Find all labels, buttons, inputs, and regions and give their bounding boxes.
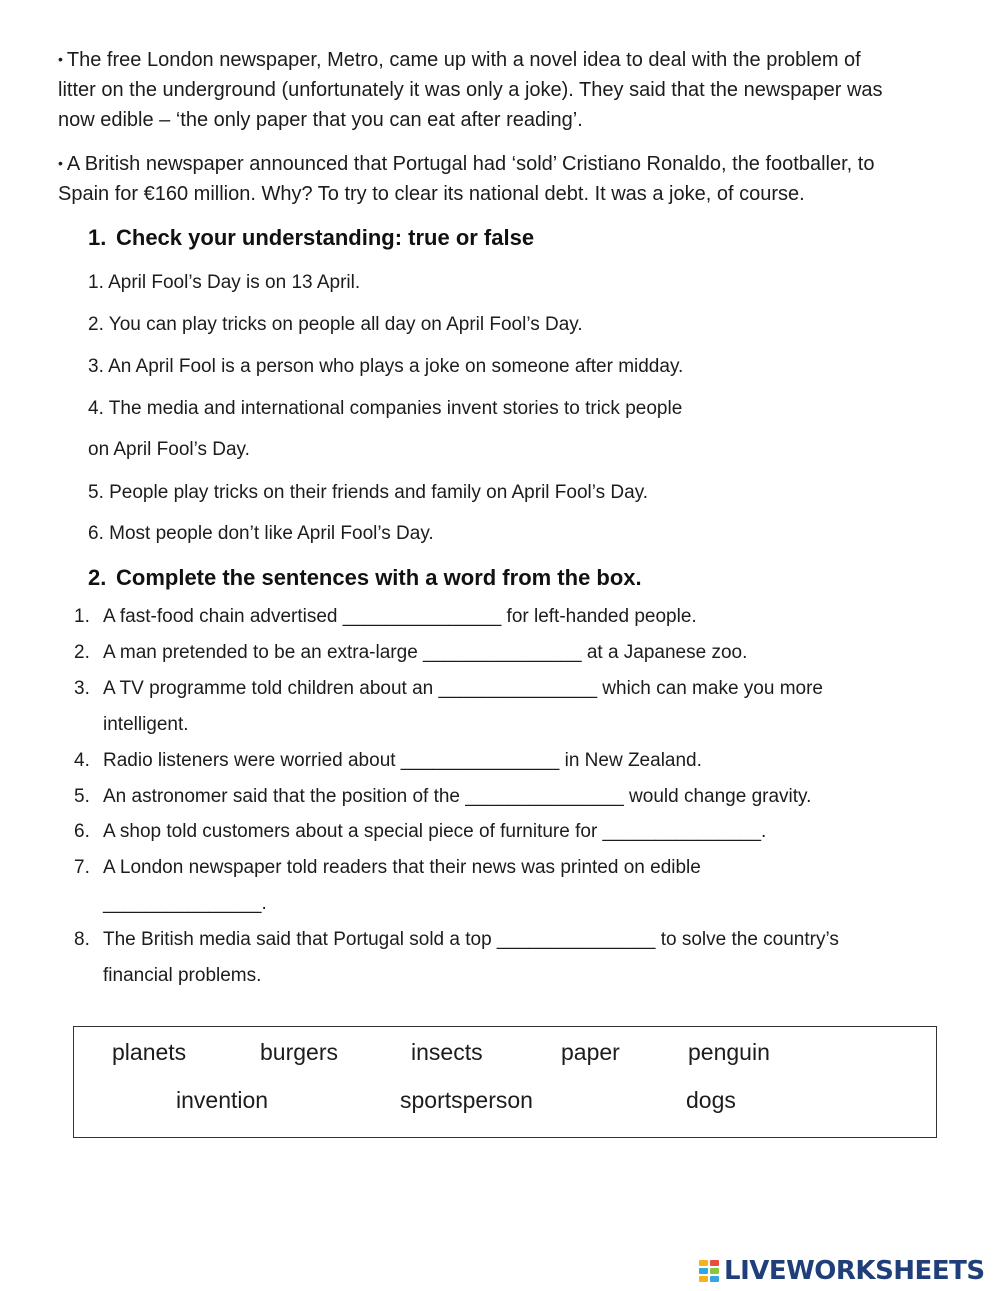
intro-text: A British newspaper announced that Portugal had ‘sold’ Cristiano Ronaldo, the footballer, to bbox=[66, 153, 875, 175]
sentence-number: 7. bbox=[74, 857, 90, 878]
sentence-text: A London newspaper told readers that their news was printed on edible bbox=[103, 857, 701, 878]
sentence-number: 5. bbox=[74, 786, 90, 807]
sentence-item bbox=[74, 784, 954, 810]
sentence-item bbox=[74, 604, 954, 630]
true-false-item-continuation: on April Fool’s Day. bbox=[88, 439, 250, 460]
sentence-text: financial problems. bbox=[103, 965, 262, 986]
sentence-item bbox=[74, 640, 954, 666]
sentence-item bbox=[74, 676, 954, 702]
word-box bbox=[73, 1026, 937, 1138]
sentence-text: A man pretended to be an extra-large _______________ at a Japanese zoo. bbox=[103, 642, 748, 663]
word-box-word: paper bbox=[561, 1039, 620, 1065]
word-box-word: insects bbox=[411, 1039, 483, 1065]
logo-tile bbox=[710, 1276, 719, 1282]
true-false-item: 2. You can play tricks on people all day on April Fool’s Day. bbox=[88, 314, 583, 335]
logo-tile bbox=[699, 1260, 708, 1266]
sentence-text: A TV programme told children about an _______________ which can make you more bbox=[103, 678, 823, 699]
true-false-item: 5. People play tricks on their friends and family on April Fool’s Day. bbox=[88, 482, 649, 503]
section1-number: 1. bbox=[88, 225, 107, 250]
logo-tile bbox=[710, 1268, 719, 1274]
sentence-number: 1. bbox=[74, 606, 90, 627]
sentence-text: A shop told customers about a special piece of furniture for _______________. bbox=[103, 821, 767, 842]
sentence-text: _______________. bbox=[103, 893, 267, 914]
intro-paragraph-ronaldo bbox=[58, 148, 958, 209]
true-false-item: 4. The media and international companies invent stories to trick people bbox=[88, 398, 683, 419]
liveworksheets-logo bbox=[698, 1256, 985, 1286]
logo-tile bbox=[699, 1276, 708, 1282]
sentence-text: An astronomer said that the position of the _______________ would change gravity. bbox=[103, 786, 812, 807]
section2-heading bbox=[88, 564, 642, 592]
intro-paragraph-metro bbox=[58, 44, 958, 135]
intro-text: Spain for €160 million. Why? To try to clear its national debt. It was a joke, of course. bbox=[58, 183, 805, 205]
sentence-number: 6. bbox=[74, 821, 90, 842]
section2-number: 2. bbox=[88, 565, 107, 590]
bullet-icon: • bbox=[58, 155, 63, 171]
sentence-number: 8. bbox=[74, 929, 90, 950]
sentence-text: The British media said that Portugal sold a top _______________ to solve the country’s bbox=[103, 929, 839, 950]
sentence-text: intelligent. bbox=[103, 714, 189, 735]
sentence-text: Radio listeners were worried about _______________ in New Zealand. bbox=[103, 750, 702, 771]
word-box-word: dogs bbox=[686, 1087, 736, 1113]
true-false-item: 1. April Fool’s Day is on 13 April. bbox=[88, 272, 361, 293]
word-box-word: penguin bbox=[688, 1039, 770, 1065]
sentence-number: 3. bbox=[74, 678, 90, 699]
section1-title: Check your understanding: true or false bbox=[116, 225, 535, 250]
sentence-number: 2. bbox=[74, 642, 90, 663]
logo-tile bbox=[710, 1260, 719, 1266]
section1-heading bbox=[88, 224, 534, 252]
intro-text: The free London newspaper, Metro, came up with a novel idea to deal with the problem of bbox=[66, 49, 861, 71]
word-box-word: planets bbox=[112, 1039, 187, 1065]
liveworksheets-logo-icon bbox=[698, 1259, 720, 1283]
section2-title: Complete the sentences with a word from the box. bbox=[116, 565, 642, 590]
sentence-item bbox=[74, 819, 954, 845]
true-false-item: 6. Most people don’t like April Fool’s Day. bbox=[88, 523, 434, 544]
sentence-number: 4. bbox=[74, 750, 90, 771]
word-box-word: invention bbox=[176, 1087, 269, 1113]
true-false-item: 3. An April Fool is a person who plays a joke on someone after midday. bbox=[88, 356, 684, 377]
liveworksheets-logo-text: LIVEWORKSHEETS bbox=[724, 1256, 985, 1286]
logo-tile bbox=[699, 1268, 708, 1274]
sentence-text: A fast-food chain advertised _______________ for left-handed people. bbox=[103, 606, 697, 627]
sentence-item bbox=[74, 927, 954, 953]
intro-text: litter on the underground (unfortunately it was only a joke). They said that the newspaper was bbox=[58, 79, 883, 101]
word-box-word: burgers bbox=[260, 1039, 338, 1065]
word-box-word: sportsperson bbox=[400, 1087, 533, 1113]
sentence-item bbox=[74, 855, 954, 881]
sentence-item bbox=[74, 748, 954, 774]
intro-text: now edible – ‘the only paper that you can eat after reading’. bbox=[58, 109, 583, 131]
bullet-icon: • bbox=[58, 51, 63, 67]
